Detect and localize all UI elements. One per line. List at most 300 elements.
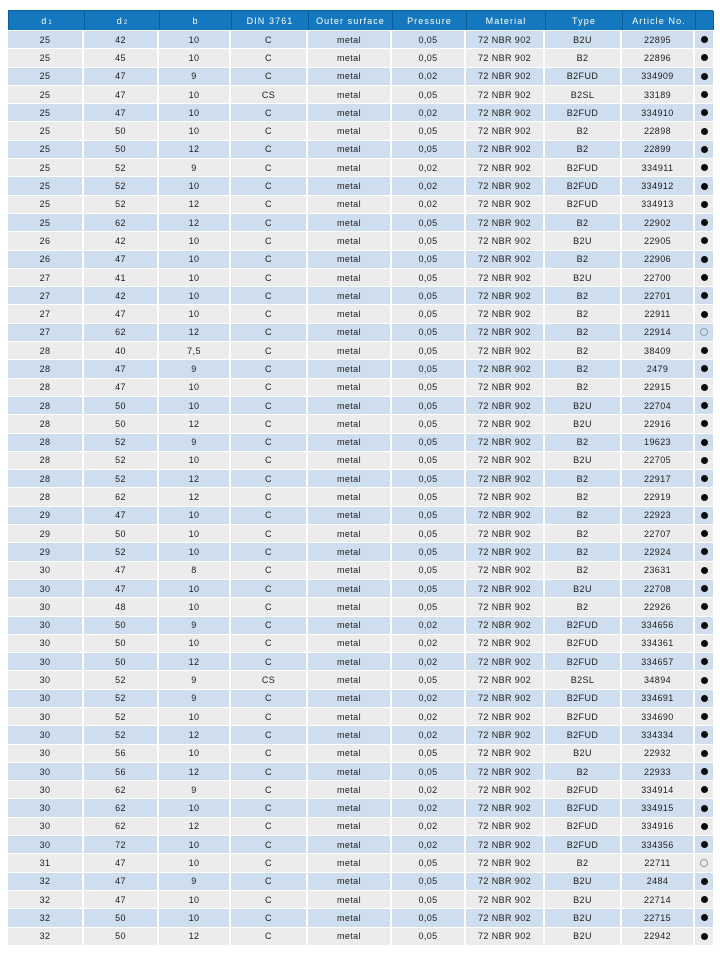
cell-pressure: 0,05 [392,415,466,432]
cell-outer-surface: metal [308,104,392,121]
cell-article-no: 334334 [622,726,695,743]
cell-din: C [231,397,308,414]
cell-outer-surface: metal [308,671,392,688]
cell-article-no: 34894 [622,671,695,688]
cell-material: 72 NBR 902 [466,141,545,158]
cell-din: C [231,324,308,341]
table-row [8,525,713,542]
cell-d2: 47 [84,104,159,121]
cell-d1: 30 [8,635,84,652]
cell-article-no: 22711 [622,854,695,871]
cell-material: 72 NBR 902 [466,873,545,890]
cell-din: C [231,470,308,487]
cell-b: 10 [159,708,231,725]
cell-type: B2 [545,379,622,396]
table-row [8,232,713,249]
cell-d1: 30 [8,763,84,780]
filled-circle-icon [701,512,708,519]
cell-material: 72 NBR 902 [466,580,545,597]
availability-cell [695,379,713,396]
cell-article-no: 334914 [622,781,695,798]
filled-circle-icon [701,109,708,116]
availability-cell [695,617,713,634]
cell-b: 10 [159,452,231,469]
cell-type: B2U [545,232,622,249]
filled-circle-icon [701,933,708,940]
cell-d2: 52 [84,159,159,176]
cell-outer-surface: metal [308,525,392,542]
filled-circle-icon [701,786,708,793]
cell-din: C [231,653,308,670]
cell-din: C [231,909,308,926]
cell-article-no: 334361 [622,635,695,652]
cell-pressure: 0,05 [392,31,466,48]
filled-circle-icon [701,54,708,61]
cell-type: B2 [545,434,622,451]
cell-article-no: 22704 [622,397,695,414]
cell-type: B2 [545,141,622,158]
availability-cell [695,836,713,853]
cell-material: 72 NBR 902 [466,617,545,634]
cell-b: 10 [159,397,231,414]
filled-circle-icon [701,914,708,921]
filled-circle-icon [701,640,708,647]
filled-circle-icon [701,603,708,610]
cell-b: 10 [159,122,231,139]
cell-article-no: 2484 [622,873,695,890]
cell-article-no: 22700 [622,269,695,286]
table-row [8,781,713,798]
cell-b: 12 [159,324,231,341]
cell-din: C [231,305,308,322]
cell-material: 72 NBR 902 [466,507,545,524]
filled-circle-icon [701,219,708,226]
cell-article-no: 22911 [622,305,695,322]
cell-b: 12 [159,415,231,432]
cell-material: 72 NBR 902 [466,68,545,85]
cell-outer-surface: metal [308,818,392,835]
cell-outer-surface: metal [308,360,392,377]
cell-material: 72 NBR 902 [466,525,545,542]
cell-din: C [231,269,308,286]
table-row [8,635,713,652]
availability-cell [695,31,713,48]
filled-circle-icon [701,475,708,482]
cell-material: 72 NBR 902 [466,562,545,579]
availability-cell [695,434,713,451]
cell-material: 72 NBR 902 [466,745,545,762]
cell-type: B2 [545,507,622,524]
cell-article-no: 22905 [622,232,695,249]
cell-outer-surface: metal [308,86,392,103]
filled-circle-icon [701,677,708,684]
cell-material: 72 NBR 902 [466,763,545,780]
cell-article-no: 22933 [622,763,695,780]
cell-outer-surface: metal [308,635,392,652]
cell-d2: 47 [84,873,159,890]
cell-din: C [231,49,308,66]
cell-outer-surface: metal [308,488,392,505]
cell-d1: 28 [8,397,84,414]
filled-circle-icon [701,73,708,80]
table-row [8,251,713,268]
filled-circle-icon [701,164,708,171]
cell-article-no: 334356 [622,836,695,853]
cell-d1: 28 [8,379,84,396]
cell-type: B2FUD [545,159,622,176]
cell-pressure: 0,05 [392,525,466,542]
table-row [8,141,713,158]
availability-cell [695,745,713,762]
cell-d2: 47 [84,580,159,597]
cell-b: 10 [159,799,231,816]
cell-type: B2 [545,287,622,304]
cell-pressure: 0,02 [392,726,466,743]
filled-circle-icon [701,658,708,665]
cell-material: 72 NBR 902 [466,488,545,505]
cell-outer-surface: metal [308,68,392,85]
cell-d2: 50 [84,397,159,414]
cell-pressure: 0,02 [392,708,466,725]
cell-material: 72 NBR 902 [466,159,545,176]
cell-d2: 62 [84,214,159,231]
cell-d1: 25 [8,214,84,231]
cell-pressure: 0,05 [392,342,466,359]
cell-din: C [231,379,308,396]
availability-cell [695,86,713,103]
availability-cell [695,507,713,524]
cell-b: 9 [159,434,231,451]
table-row [8,397,713,414]
cell-outer-surface: metal [308,214,392,231]
cell-outer-surface: metal [308,928,392,945]
cell-article-no: 22926 [622,598,695,615]
column-header-d1 [9,11,85,30]
cell-article-no: 22707 [622,525,695,542]
cell-type: B2SL [545,86,622,103]
column-header-subscript: 2 [123,19,128,26]
cell-material: 72 NBR 902 [466,598,545,615]
cell-pressure: 0,05 [392,251,466,268]
cell-article-no: 334916 [622,818,695,835]
cell-d1: 28 [8,470,84,487]
cell-material: 72 NBR 902 [466,104,545,121]
availability-cell [695,342,713,359]
cell-material: 72 NBR 902 [466,726,545,743]
cell-material: 72 NBR 902 [466,360,545,377]
cell-outer-surface: metal [308,745,392,762]
availability-cell [695,854,713,871]
cell-pressure: 0,05 [392,141,466,158]
cell-pressure: 0,02 [392,781,466,798]
cell-material: 72 NBR 902 [466,49,545,66]
cell-pressure: 0,05 [392,580,466,597]
cell-d1: 28 [8,488,84,505]
column-header-outer-surface [309,11,393,30]
cell-article-no: 19623 [622,434,695,451]
cell-din: C [231,525,308,542]
cell-d2: 48 [84,598,159,615]
availability-cell [695,488,713,505]
cell-type: B2U [545,397,622,414]
open-circle-icon [700,328,708,336]
cell-outer-surface: metal [308,598,392,615]
cell-pressure: 0,05 [392,598,466,615]
filled-circle-icon [701,36,708,43]
table-row [8,854,713,871]
table-row [8,452,713,469]
cell-din: C [231,434,308,451]
cell-d1: 30 [8,726,84,743]
cell-pressure: 0,02 [392,653,466,670]
cell-b: 9 [159,159,231,176]
cell-b: 8 [159,562,231,579]
filled-circle-icon [701,274,708,281]
cell-d2: 52 [84,470,159,487]
cell-material: 72 NBR 902 [466,799,545,816]
filled-circle-icon [701,91,708,98]
cell-type: B2FUD [545,836,622,853]
cell-type: B2FUD [545,690,622,707]
cell-material: 72 NBR 902 [466,635,545,652]
cell-b: 9 [159,360,231,377]
availability-cell [695,141,713,158]
cell-b: 9 [159,68,231,85]
cell-pressure: 0,05 [392,324,466,341]
cell-d1: 27 [8,287,84,304]
cell-d1: 27 [8,269,84,286]
table-row [8,415,713,432]
filled-circle-icon [701,567,708,574]
cell-article-no: 334910 [622,104,695,121]
cell-material: 72 NBR 902 [466,31,545,48]
cell-material: 72 NBR 902 [466,342,545,359]
cell-pressure: 0,05 [392,232,466,249]
table-row [8,671,713,688]
cell-article-no: 334915 [622,799,695,816]
cell-type: B2 [545,360,622,377]
cell-d2: 52 [84,452,159,469]
filled-circle-icon [701,823,708,830]
filled-circle-icon [701,402,708,409]
cell-material: 72 NBR 902 [466,854,545,871]
cell-b: 10 [159,305,231,322]
cell-type: B2 [545,525,622,542]
cell-type: B2 [545,598,622,615]
cell-d1: 27 [8,305,84,322]
cell-din: C [231,598,308,615]
cell-d2: 47 [84,562,159,579]
cell-type: B2U [545,891,622,908]
table-row [8,196,713,213]
cell-pressure: 0,02 [392,104,466,121]
cell-b: 10 [159,891,231,908]
table-row [8,104,713,121]
cell-outer-surface: metal [308,232,392,249]
filled-circle-icon [701,439,708,446]
cell-b: 9 [159,617,231,634]
cell-type: B2U [545,415,622,432]
cell-article-no: 22714 [622,891,695,908]
column-header-label: d [116,15,123,26]
cell-b: 10 [159,580,231,597]
cell-din: C [231,873,308,890]
cell-outer-surface: metal [308,799,392,816]
cell-material: 72 NBR 902 [466,269,545,286]
cell-din: C [231,214,308,231]
cell-b: 10 [159,86,231,103]
cell-d1: 25 [8,104,84,121]
table-row [8,891,713,908]
table-row [8,287,713,304]
cell-d1: 29 [8,525,84,542]
cell-type: B2 [545,214,622,231]
filled-circle-icon [701,622,708,629]
cell-article-no: 334909 [622,68,695,85]
cell-article-no: 334657 [622,653,695,670]
cell-material: 72 NBR 902 [466,214,545,231]
cell-material: 72 NBR 902 [466,836,545,853]
cell-material: 72 NBR 902 [466,379,545,396]
cell-d2: 62 [84,324,159,341]
filled-circle-icon [701,183,708,190]
cell-d1: 32 [8,891,84,908]
cell-d1: 28 [8,342,84,359]
cell-material: 72 NBR 902 [466,653,545,670]
table-row [8,690,713,707]
column-header-d2 [85,11,160,30]
table-row [8,928,713,945]
cell-d1: 30 [8,653,84,670]
column-header-pressure [393,11,467,30]
filled-circle-icon [701,896,708,903]
cell-d2: 47 [84,379,159,396]
cell-din: C [231,196,308,213]
filled-circle-icon [701,585,708,592]
cell-d2: 47 [84,507,159,524]
cell-outer-surface: metal [308,562,392,579]
cell-outer-surface: metal [308,726,392,743]
column-header-label: Type [572,15,596,26]
cell-b: 10 [159,745,231,762]
cell-din: C [231,562,308,579]
cell-material: 72 NBR 902 [466,287,545,304]
open-circle-icon [700,859,708,867]
table-row [8,708,713,725]
cell-d1: 32 [8,909,84,926]
cell-d1: 25 [8,141,84,158]
column-header-subscript: 1 [48,19,52,26]
cell-type: B2FUD [545,653,622,670]
cell-d1: 25 [8,122,84,139]
column-header-material [467,11,546,30]
cell-b: 12 [159,214,231,231]
cell-type: B2FUD [545,68,622,85]
cell-type: B2 [545,305,622,322]
availability-cell [695,360,713,377]
cell-outer-surface: metal [308,177,392,194]
availability-cell [695,525,713,542]
cell-pressure: 0,02 [392,635,466,652]
cell-outer-surface: metal [308,141,392,158]
cell-material: 72 NBR 902 [466,818,545,835]
table-row [8,305,713,322]
cell-d2: 52 [84,671,159,688]
cell-d2: 47 [84,891,159,908]
column-header-label: Article No. [632,15,686,26]
cell-pressure: 0,05 [392,379,466,396]
cell-article-no: 22914 [622,324,695,341]
availability-cell [695,287,713,304]
cell-d2: 52 [84,196,159,213]
cell-material: 72 NBR 902 [466,251,545,268]
filled-circle-icon [701,237,708,244]
cell-type: B2 [545,763,622,780]
table-row [8,543,713,560]
table-row [8,159,713,176]
cell-pressure: 0,05 [392,360,466,377]
cell-type: B2 [545,470,622,487]
cell-din: C [231,891,308,908]
cell-din: C [231,836,308,853]
table-row [8,745,713,762]
cell-d2: 50 [84,653,159,670]
cell-d1: 30 [8,781,84,798]
cell-din: CS [231,86,308,103]
cell-din: C [231,68,308,85]
filled-circle-icon [701,530,708,537]
table-row [8,598,713,615]
filled-circle-icon [701,548,708,555]
cell-din: C [231,745,308,762]
cell-d1: 28 [8,360,84,377]
cell-outer-surface: metal [308,507,392,524]
filled-circle-icon [701,256,708,263]
cell-d1: 30 [8,580,84,597]
availability-cell [695,177,713,194]
cell-article-no: 334690 [622,708,695,725]
cell-d2: 52 [84,726,159,743]
column-header-availability [696,11,714,30]
cell-b: 12 [159,653,231,670]
table-row [8,818,713,835]
cell-din: C [231,854,308,871]
cell-din: C [231,31,308,48]
cell-material: 72 NBR 902 [466,928,545,945]
cell-b: 12 [159,726,231,743]
cell-outer-surface: metal [308,159,392,176]
availability-cell [695,598,713,615]
cell-type: B2SL [545,671,622,688]
table-row [8,580,713,597]
cell-article-no: 22896 [622,49,695,66]
cell-d2: 47 [84,86,159,103]
cell-d2: 56 [84,745,159,762]
table-row [8,360,713,377]
cell-type: B2 [545,122,622,139]
cell-b: 10 [159,543,231,560]
cell-pressure: 0,05 [392,745,466,762]
cell-pressure: 0,05 [392,122,466,139]
table-row [8,873,713,890]
cell-type: B2U [545,909,622,926]
column-header-type [546,11,623,30]
cell-article-no: 22917 [622,470,695,487]
cell-din: C [231,726,308,743]
cell-b: 10 [159,507,231,524]
cell-d2: 45 [84,49,159,66]
filled-circle-icon [701,768,708,775]
